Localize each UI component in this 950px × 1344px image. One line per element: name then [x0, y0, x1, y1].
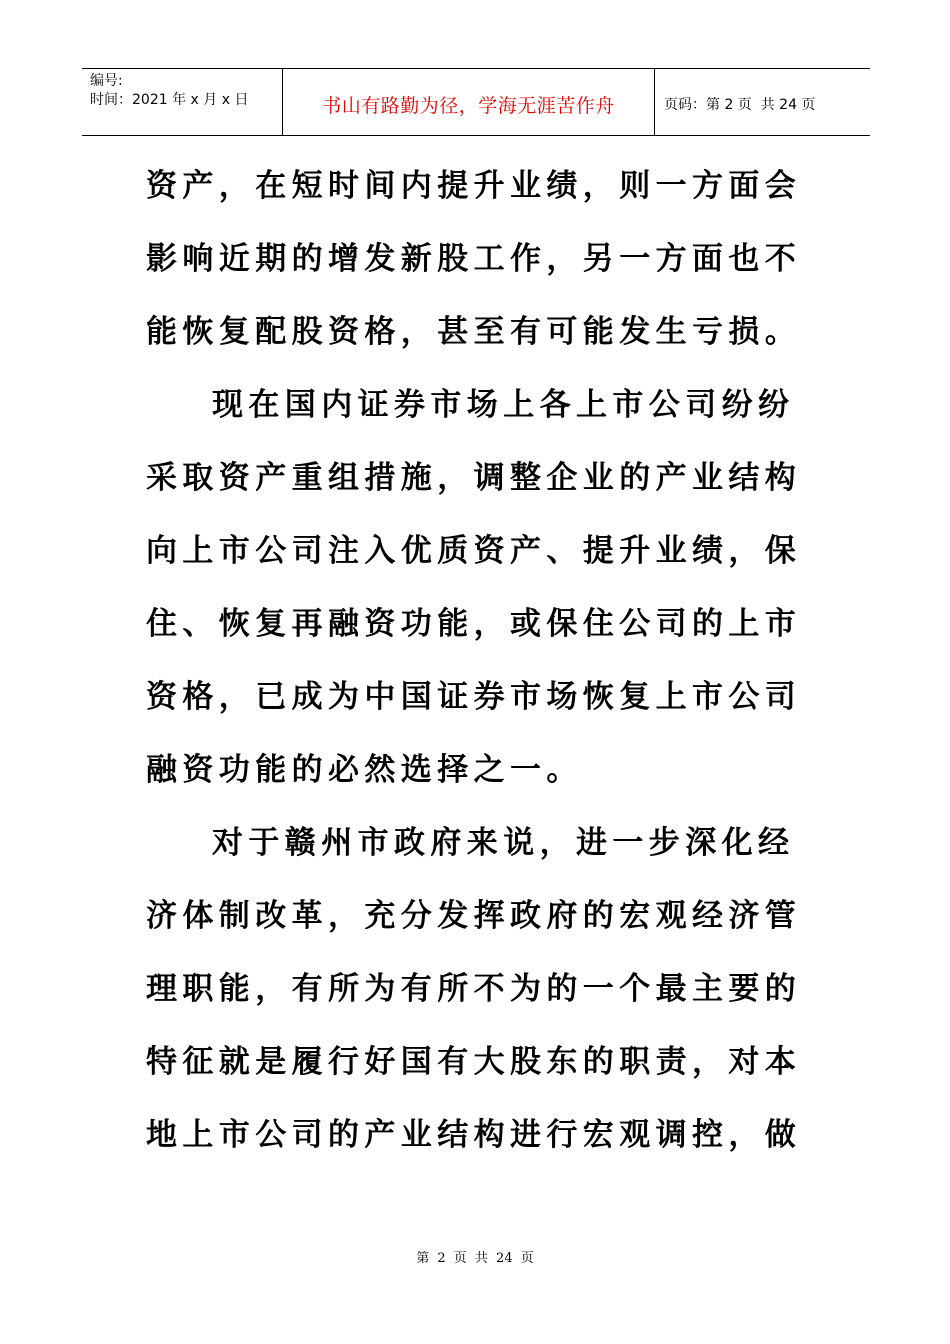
body-line: 现在国内证券市场上各上市公司纷纷: [212, 387, 795, 423]
document-time-label: 时间：2021 年 x 月 x 日: [90, 92, 249, 108]
body-line: 住、恢复再融资功能，或保住公司的上市: [146, 606, 802, 642]
body-line: 理职能，有所为有所不为的一个最主要的: [146, 971, 802, 1007]
body-line: 特征就是履行好国有大股东的职责，对本: [146, 1044, 802, 1080]
document-number-label: 编号:: [90, 73, 123, 89]
body-line: 向上市公司注入优质资产、提升业绩，保: [146, 533, 802, 569]
page-header: [82, 68, 870, 136]
header-meta: [82, 69, 283, 135]
body-line: 影响近期的增发新股工作，另一方面也不: [146, 241, 802, 277]
document-body: [146, 150, 816, 1172]
body-line: 地上市公司的产业结构进行宏观调控，做: [146, 1117, 802, 1153]
body-line: 采取资产重组措施，调整企业的产业结构: [146, 460, 802, 496]
body-line: 资产，在短时间内提升业绩，则一方面会: [146, 168, 802, 204]
body-line: 能恢复配股资格，甚至有可能发生亏损。: [146, 314, 802, 350]
header-page-info: [655, 69, 870, 135]
header-motto: 书山有路勤为径，学海无涯苦作舟: [283, 69, 655, 135]
page-footer: 第 2 页 共 24 页: [416, 1251, 534, 1266]
body-line: 资格，已成为中国证券市场恢复上市公司: [146, 679, 802, 715]
body-line: 济体制改革，充分发挥政府的宏观经济管: [146, 898, 802, 934]
body-line: 对于赣州市政府来说，进一步深化经: [212, 825, 795, 861]
header-page-label: 页码：第 2 页 共 24 页: [664, 97, 816, 113]
body-line: 融资功能的必然选择之一。: [146, 752, 583, 788]
